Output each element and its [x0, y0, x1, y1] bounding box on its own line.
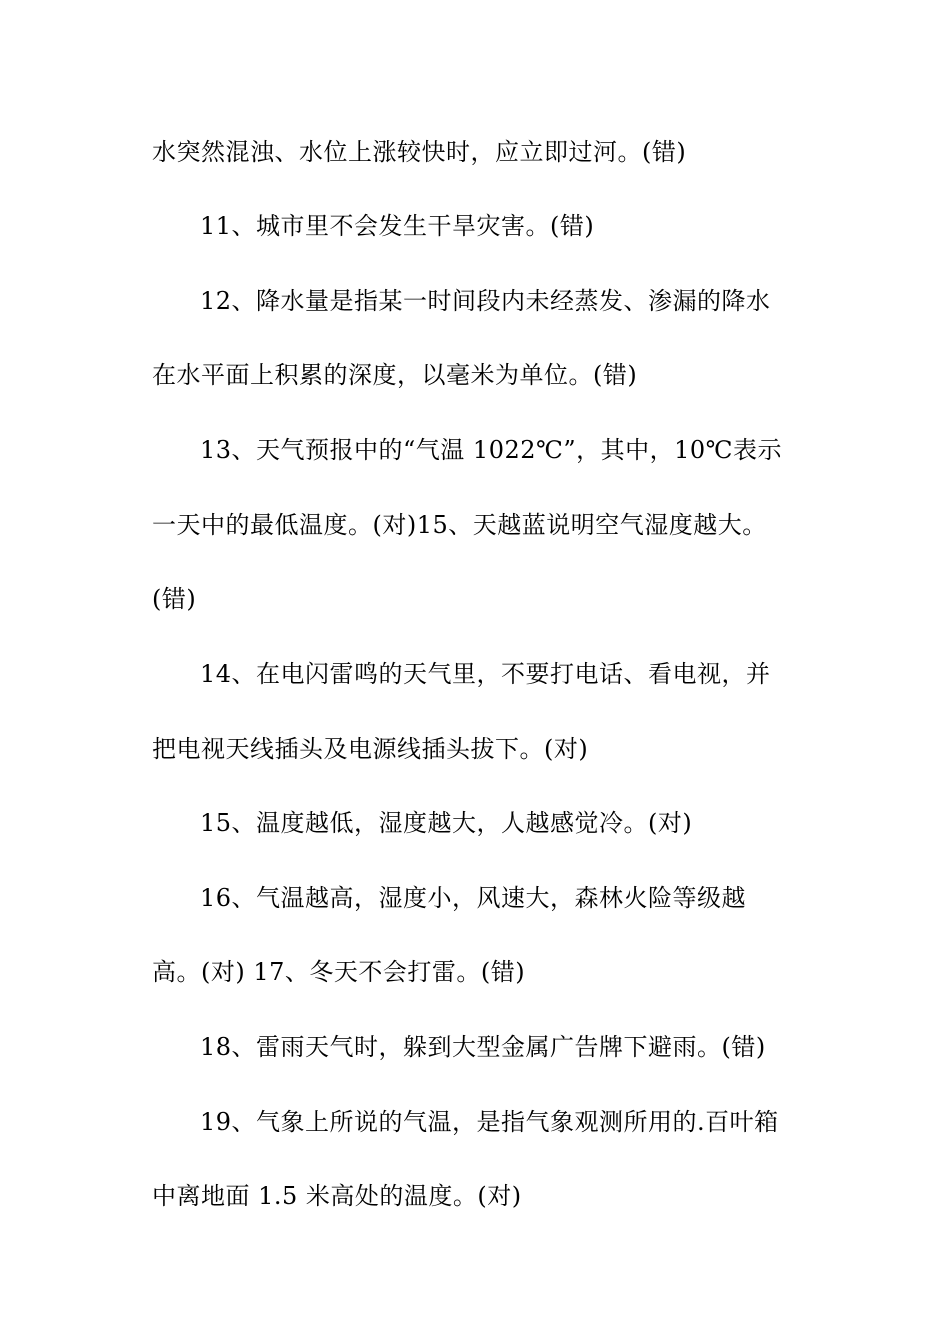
item-19-line-1: 19、气象上所说的气温，是指气象观测所用的.百叶箱	[200, 1108, 779, 1136]
text-line-1: 水突然混浊、水位上涨较快时，应立即过河。(错)	[152, 138, 687, 166]
item-16-line-2: 高。(对) 17、冬天不会打雷。(错)	[152, 958, 526, 986]
item-19-line-2: 中离地面 1.5 米高处的温度。(对)	[152, 1182, 522, 1210]
item-14-line-2: 把电视天线插头及电源线插头拔下。(对)	[152, 735, 589, 763]
item-12-line-2: 在水平面上积累的深度，以毫米为单位。(错)	[152, 361, 638, 389]
item-16-line-1: 16、气温越高，湿度小，风速大，森林火险等级越	[200, 884, 747, 912]
item-11: 11、城市里不会发生干旱灾害。(错)	[200, 212, 595, 240]
item-13-line-1: 13、天气预报中的“气温 1022℃”，其中，10℃表示	[200, 436, 783, 464]
item-13-line-3: (错)	[152, 585, 197, 613]
item-14-line-1: 14、在电闪雷鸣的天气里，不要打电话、看电视，并	[200, 660, 771, 688]
item-13-line-2: 一天中的最低温度。(对)15、天越蓝说明空气湿度越大。	[152, 511, 767, 539]
item-12-line-1: 12、降水量是指某一时间段内未经蒸发、渗漏的降水	[200, 287, 771, 315]
item-18: 18、雷雨天气时，躲到大型金属广告牌下避雨。(错)	[200, 1033, 766, 1061]
item-15: 15、温度越低，湿度越大，人越感觉冷。(对)	[200, 809, 693, 837]
